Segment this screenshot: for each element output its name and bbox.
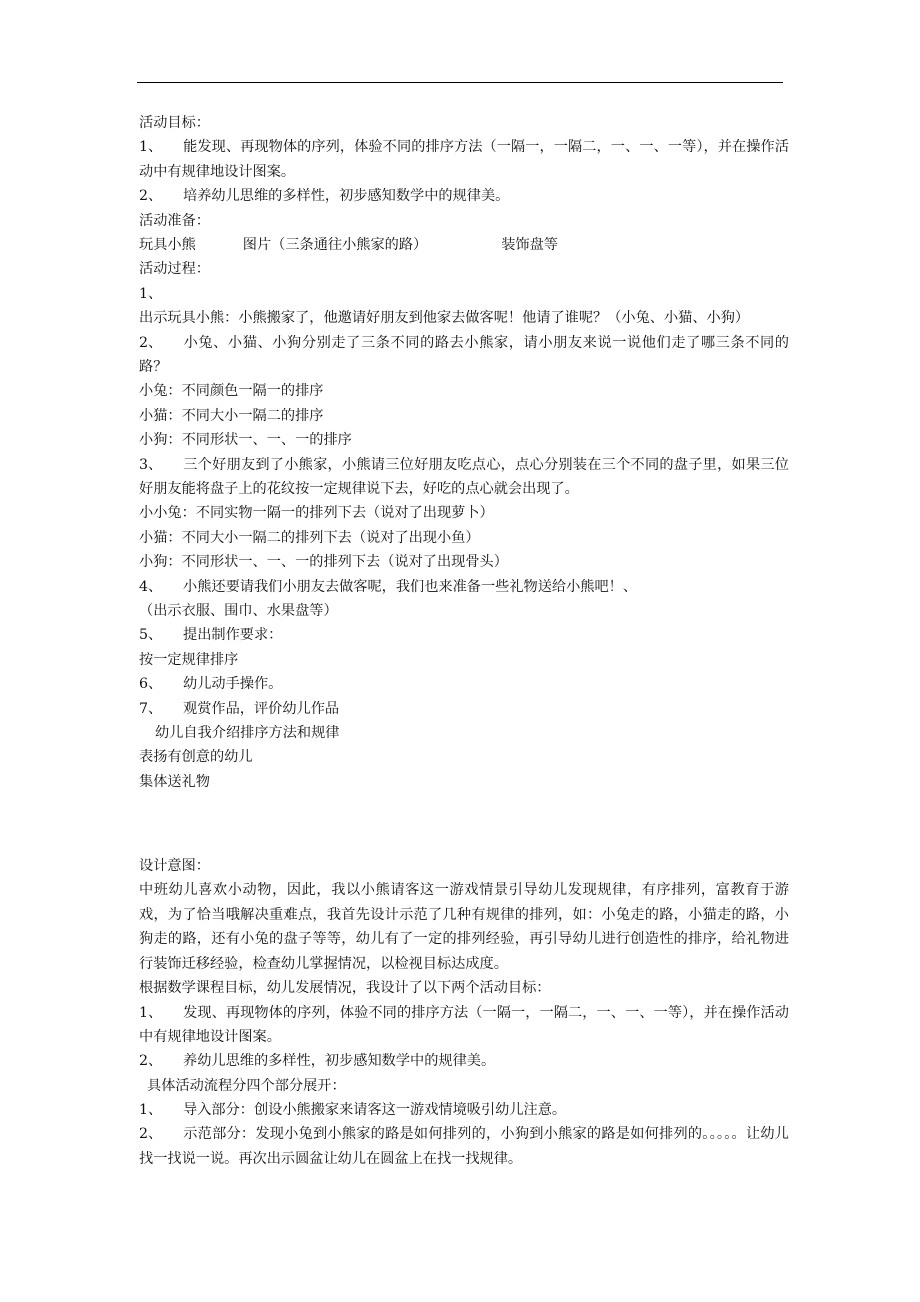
prep-item-bear: 玩具小熊	[139, 237, 196, 253]
design-aim-2-text: 养幼儿思维的多样性，初步感知数学中的规律美。	[183, 1053, 496, 1070]
design-aim-2	[139, 1049, 789, 1073]
process-step-6-text: 幼儿动手操作。	[183, 676, 283, 693]
section-heading-design: 设计意图：	[139, 858, 210, 875]
design-part-1	[139, 1098, 789, 1122]
process-step-7	[139, 697, 789, 721]
plate-dog: 小狗：不同形状一、一、一的排列下去（说对了出现骨头）	[139, 554, 508, 571]
document-body	[139, 111, 789, 1171]
goal-item-2	[139, 184, 789, 208]
design-paragraph-2: 根据数学课程目标，幼儿发展情况，我设计了以下两个活动目标：	[139, 980, 551, 997]
design-paragraph-1: 中班幼儿喜欢小动物，因此，我以小熊请客这一游戏情景引导幼儿发现规律，有序排列，富教育于游戏，为了恰当哦解决重难点，我首先设计示范了几种有规律的排列，如：小兔走的路，小猫走的路，小狗走的路，还有小兔的盘子等等，幼儿有了一定的排列经验，再引导幼儿进行创造性的排序，给礼物进行装饰迁移经验，检查幼儿掌握情况，以检视目标达成度。	[139, 882, 789, 972]
design-aim-1-number: 1、	[139, 1004, 163, 1021]
goal-item-2-number: 2、	[139, 188, 163, 205]
process-step-7-number: 7、	[139, 700, 163, 717]
process-step-7-detail-b: 表扬有创意的幼儿	[139, 749, 253, 766]
path-dog: 小狗：不同形状一、一、一的排序	[139, 432, 352, 449]
goal-item-1	[139, 135, 789, 184]
design-aim-1-text: 发现、再现物体的序列，体验不同的排序方法（一隔一，一隔二，一、一、一等），并在操作活动中有规律地设计图案。	[139, 1004, 789, 1045]
process-step-1-text: 出示玩具小熊：小熊搬家了，他邀请好朋友到他家去做客呢！他请了谁呢？（小兔、小猫、小狗）	[139, 310, 750, 327]
process-step-4	[139, 575, 789, 599]
process-step-2-text: 小兔、小猫、小狗分别走了三条不同的路去小熊家，请小朋友来说一说他们走了哪三条不同的路？	[139, 334, 789, 375]
process-step-4-number: 4、	[139, 578, 163, 595]
process-step-1-number: 1、	[139, 285, 163, 302]
process-step-2	[139, 331, 789, 380]
design-part-2-number: 2、	[139, 1126, 163, 1143]
plate-rabbit: 小小兔：不同实物一隔一的排列下去（说对了出现萝卜）	[139, 505, 494, 522]
design-part-2-text: 示范部分：发现小兔到小熊家的路是如何排列的，小狗到小熊家的路是如何排列的。。。。。让幼儿找一找说一说。再次出示圆盆让幼儿在圆盆上在找一找规律。	[139, 1126, 789, 1167]
goal-item-1-text: 能发现、再现物体的序列，体验不同的排序方法（一隔一，一隔二，一、一、一等），并在操作活动中有规律地设计图案。	[139, 139, 789, 180]
design-aim-2-number: 2、	[139, 1053, 163, 1070]
process-step-7-detail-c: 集体送礼物	[139, 773, 210, 790]
process-step-6	[139, 672, 789, 696]
prep-item-plate: 装饰盘等	[501, 237, 558, 253]
process-step-5-text: 提出制作要求：	[183, 627, 283, 644]
design-part-1-number: 1、	[139, 1102, 163, 1119]
section-spacer	[139, 794, 789, 854]
path-rabbit: 小兔：不同颜色一隔一的排序	[139, 383, 324, 400]
design-part-2	[139, 1122, 789, 1171]
section-heading-goals: 活动目标：	[139, 115, 210, 131]
process-step-5-number: 5、	[139, 627, 163, 644]
section-heading-preparation: 活动准备：	[139, 212, 210, 229]
process-step-1	[139, 282, 789, 331]
header-rule	[137, 82, 783, 83]
process-step-3-number: 3、	[139, 456, 163, 473]
section-heading-process: 活动过程：	[139, 261, 210, 278]
process-step-3-text: 三个好朋友到了小熊家，小熊请三位好朋友吃点心，点心分别装在三个不同的盘子里，如果三位好朋友能将盘子上的花纹按一定规律说下去，好吃的点心就会出现了。	[139, 456, 789, 497]
process-step-2-number: 2、	[139, 334, 163, 351]
process-step-6-number: 6、	[139, 676, 163, 693]
process-step-4-text: 小熊还要请我们小朋友去做客呢，我们也来准备一些礼物送给小熊吧！、	[183, 578, 638, 595]
design-aim-1	[139, 1001, 789, 1050]
prep-item-picture: 图片（三条通往小熊家的路）	[242, 237, 428, 253]
path-cat: 小猫：不同大小一隔二的排序	[139, 407, 324, 424]
process-step-3	[139, 453, 789, 502]
process-step-5-extra: 按一定规律排序	[139, 651, 239, 668]
preparation-list	[139, 233, 789, 257]
design-flow-intro: 具体活动流程分四个部分展开：	[147, 1077, 346, 1094]
design-part-1-text: 导入部分：创设小熊搬家来请客这一游戏情境吸引幼儿注意。	[183, 1102, 567, 1119]
process-step-5	[139, 623, 789, 647]
plate-cat: 小猫：不同大小一隔二的排列下去（说对了出现小鱼）	[139, 529, 480, 546]
goal-item-1-number: 1、	[139, 139, 163, 156]
process-step-7-text: 观赏作品，评价幼儿作品	[183, 700, 340, 717]
goal-item-2-text: 培养幼儿思维的多样性，初步感知数学中的规律美。	[183, 188, 510, 205]
process-step-4-extra: （出示衣服、围巾、水果盘等）	[139, 602, 338, 619]
process-step-7-detail-a: 幼儿自我介绍排序方法和规律	[155, 724, 340, 741]
